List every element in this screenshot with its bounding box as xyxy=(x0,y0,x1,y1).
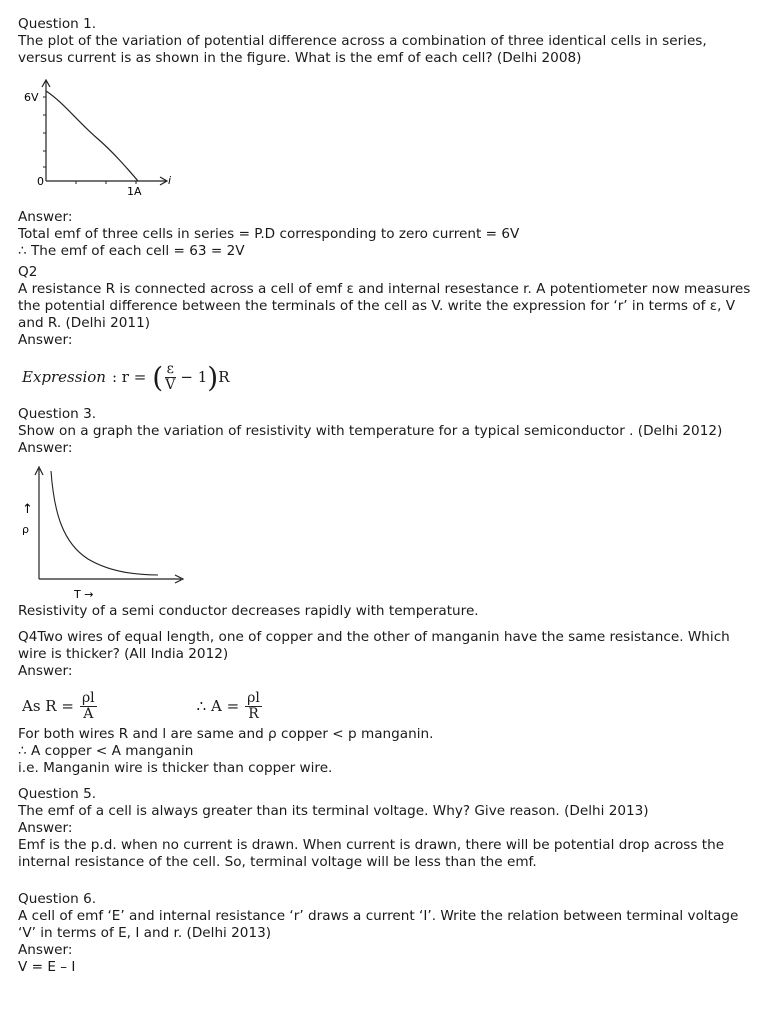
q1-origin-label: 0 xyxy=(37,175,44,188)
q1-text: The plot of the variation of potential difference across a combination of three identical cells in series, versus current is as shown in the figure. What is the emf of each cell? (Delhi 2008) xyxy=(18,33,707,66)
q3-conclusion: Resistivity of a semi conductor decreases rapidly with temperature. xyxy=(18,603,479,619)
q1-heading: Question 1. xyxy=(18,16,97,32)
q1-axis-label: i xyxy=(168,174,172,187)
q2-expr-fraction: $\frac{\varepsilon}{V}$ xyxy=(165,360,176,393)
q3-text: Show on a graph the variation of resistivity with temperature for a typical semiconductor . (Delhi 2012) xyxy=(18,423,723,439)
q4-formula1-lhs: As R = xyxy=(22,697,74,715)
q2-expr-lhs: : r = xyxy=(111,368,147,386)
q4-line3: i.e. Manganin wire is thicker than copper wire. xyxy=(18,760,333,776)
q3-graph xyxy=(18,463,198,603)
q4-line2: ∴ A copper < A manganin xyxy=(18,743,194,759)
q4-formulas xyxy=(22,686,753,726)
q2-heading: Q2 xyxy=(18,264,38,280)
q2-expression: Expression : r = ( $\frac{\varepsilon}{V}$ − 1 ) R xyxy=(22,360,230,394)
q3-y-label: ρ xyxy=(22,523,29,536)
q5-text: The emf of a cell is always greater than its terminal voltage. Why? Give reason. (Delhi 2013) xyxy=(18,803,649,819)
q2-expr-tail: R xyxy=(218,368,230,386)
q4-formula1-fraction: $\frac{\rho l}{A}$ xyxy=(81,689,95,722)
q6-answer: V = E – I xyxy=(18,959,76,975)
q1-answer-line1: Total emf of three cells in series = P.D corresponding to zero current = 6V xyxy=(18,226,520,242)
q5-answer: Emf is the p.d. when no current is drawn. When current is drawn, there will be potential drop across the internal resistance of the cell. So, terminal voltage will be less than the emf. xyxy=(18,837,725,870)
q1-answer-label: Answer: xyxy=(18,209,73,225)
q2-expr-rest: − 1 xyxy=(180,368,208,386)
q1-graph-line xyxy=(46,91,138,181)
q3-x-label: T → xyxy=(74,588,94,601)
q5-answer-label: Answer: xyxy=(18,820,73,836)
q5-heading: Question 5. xyxy=(18,786,97,802)
q3-answer-label: Answer: xyxy=(18,440,73,456)
q2-text: A resistance R is connected across a cell of emf ε and internal resestance r. A potentiometer now measures the potential difference between the terminals of the cell as V. write the expression for ‘r’ in terms of ε, V and R. (Delhi 2011) xyxy=(18,281,751,331)
q4-answer-label: Answer: xyxy=(18,663,73,679)
q4-line1: For both wires R and l are same and ρ copper < p manganin. xyxy=(18,726,434,742)
q3-resistivity-curve xyxy=(51,471,158,575)
q1-x-label: 1A xyxy=(127,185,142,198)
q6-text: A cell of emf ‘E’ and internal resistance ‘r’ draws a current ‘I’. Write the relation between terminal voltage ‘V’ in terms of E, I and r. (Delhi 2013) xyxy=(18,908,739,941)
q1-y-label: 6V xyxy=(24,91,39,104)
q2-answer-label: Answer: xyxy=(18,332,73,348)
q6-answer-label: Answer: xyxy=(18,942,73,958)
document-page xyxy=(18,16,753,976)
q4-formula2-lhs: ∴ A = xyxy=(196,697,240,715)
q2-expr-word: Expression xyxy=(22,368,106,386)
q3-y-arrow-label: ↑ xyxy=(22,502,33,517)
q4-text: Q4Two wires of equal length, one of copper and the other of manganin have the same resistance. Which wire is thicker? (All India 2012) xyxy=(18,629,730,662)
q1-answer-line2: ∴ The emf of each cell = 63 = 2V xyxy=(18,243,245,259)
q4-formula2-fraction: $\frac{\rho l}{R}$ xyxy=(247,689,260,722)
q6-heading: Question 6. xyxy=(18,891,97,907)
q1-graph xyxy=(18,77,188,205)
q3-heading: Question 3. xyxy=(18,406,97,422)
